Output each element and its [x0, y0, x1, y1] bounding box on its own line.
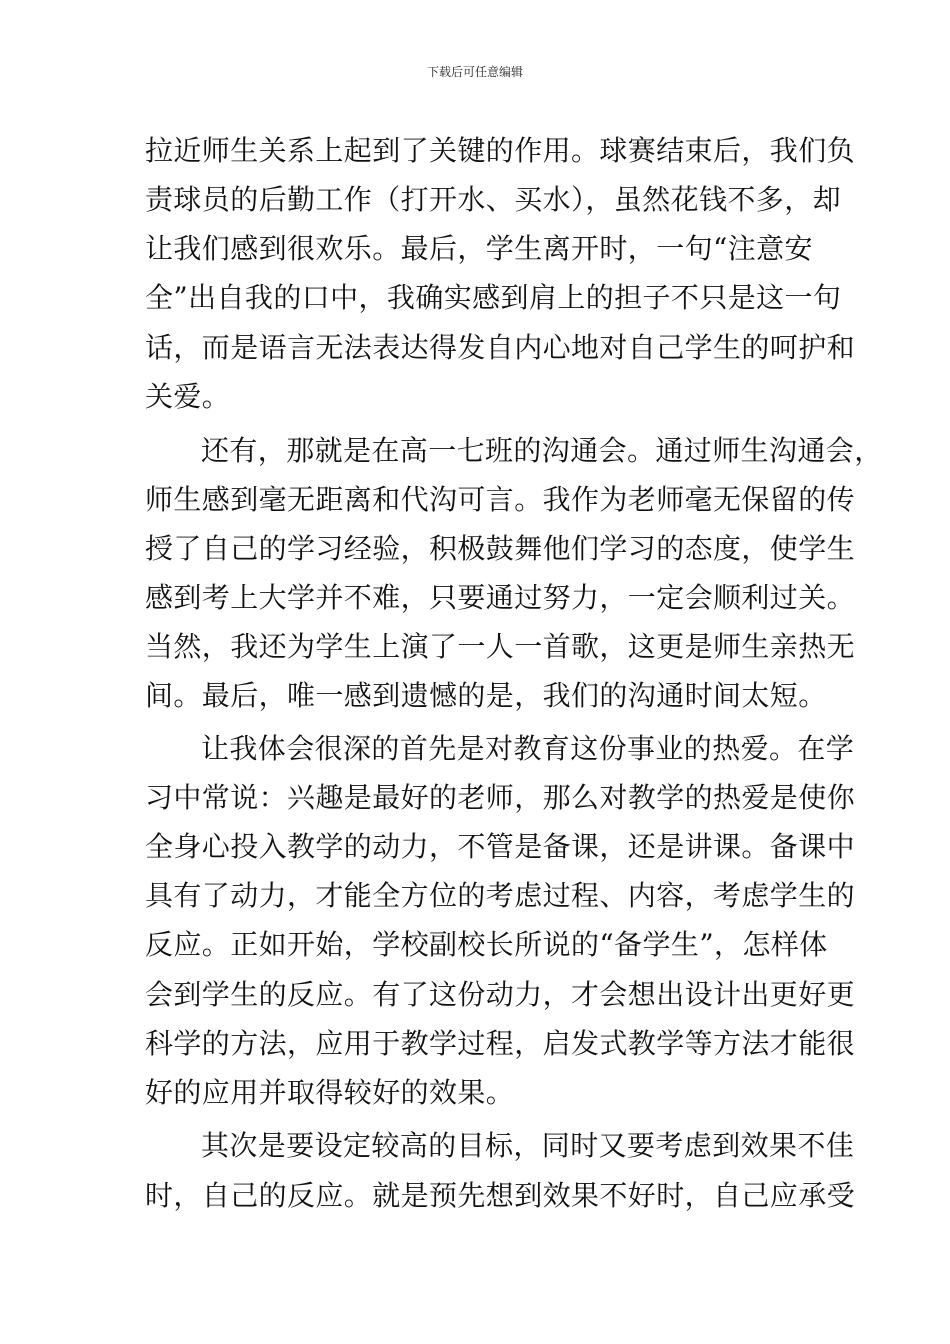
text-line: 授了自己的学习经验，积极鼓舞他们学习的态度，使学生 [145, 532, 856, 565]
text-line: 习中常说：兴趣是最好的老师，那么对教学的热爱是使你 [145, 781, 856, 814]
text-line: 话，而是语言无法表达得发自内心地对自己学生的呵护和 [145, 331, 856, 364]
text-line: 间。最后，唯一感到遗憾的是，我们的沟通时间太短。 [145, 679, 827, 712]
text-line: 科学的方法，应用于教学过程，启发式教学等方法才能很 [145, 1027, 856, 1060]
text-line: 关爱。 [145, 380, 231, 413]
text-line: 全身心投入教学的动力，不管是备课，还是讲课。备课中 [145, 830, 856, 863]
paragraph-first-line: 其次是要设定较高的目标，同时又要考虑到效果不佳 [201, 1129, 855, 1162]
text-line: 拉近师生关系上起到了关键的作用。球赛结束后，我们负 [145, 134, 856, 167]
text-line: 师生感到毫无距离和代沟可言。我作为老师毫无保留的传 [145, 483, 856, 516]
text-line: 让我们感到很欢乐。最后，学生离开时，一句“注意安 [145, 232, 813, 265]
text-line: 时，自己的反应。就是预先想到效果不好时，自己应承受 [145, 1179, 856, 1212]
text-line: 感到考上大学并不难，只要通过努力，一定会顺利过关。 [145, 581, 856, 614]
text-line: 责球员的后勤工作（打开水、买水），虽然花钱不多，却 [145, 183, 842, 216]
text-line: 具有了动力，才能全方位的考虑过程、内容，考虑学生的 [145, 879, 856, 912]
paragraph-first-line: 还有，那就是在高一七班的沟通会。通过师生沟通会， [201, 434, 883, 467]
text-line: 反应。正如开始，学校副校长所说的“备学生”，怎样体 [145, 928, 828, 961]
text-line: 全”出自我的口中，我确实感到肩上的担子不只是这一句 [145, 281, 842, 314]
text-line: 好的应用并取得较好的效果。 [145, 1076, 515, 1109]
text-line: 会到学生的反应。有了这份动力，才会想出设计出更好更 [145, 978, 856, 1011]
paragraph-first-line: 让我体会很深的首先是对教育这份事业的热爱。在学 [201, 732, 855, 765]
text-line: 当然，我还为学生上演了一人一首歌，这更是师生亲热无 [145, 630, 856, 663]
page-header: 下载后可任意编辑 [426, 65, 523, 79]
